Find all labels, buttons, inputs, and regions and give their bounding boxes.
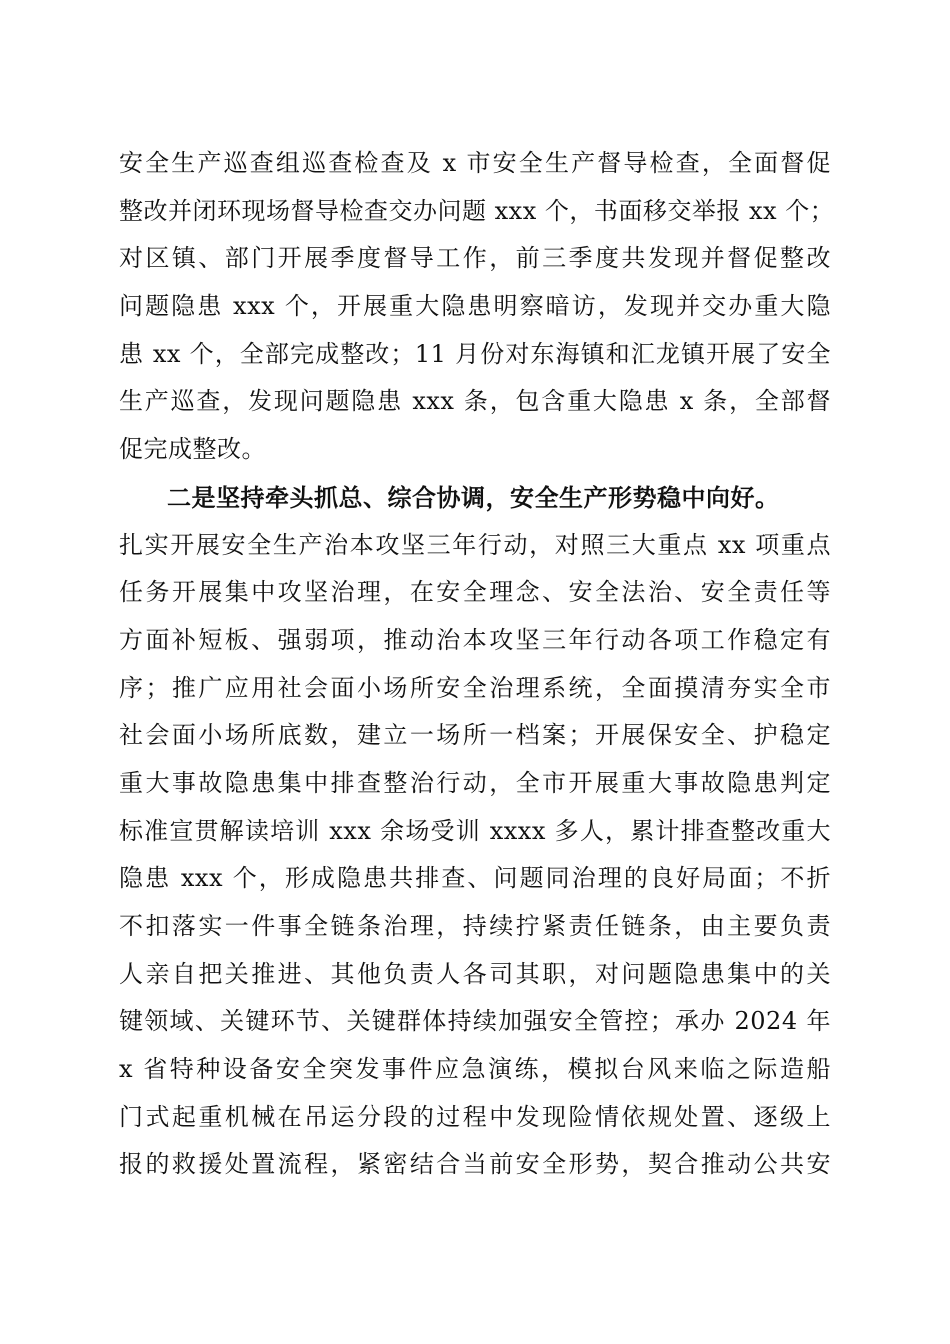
text-line: 人亲自把关推进、其他负责人各司其职，对问题隐患集中的关 <box>119 959 831 988</box>
body-text <box>119 140 835 1189</box>
text-line: 门式起重机械在吊运分段的过程中发现险情依规处置、逐级上 <box>119 1102 831 1131</box>
text-line: 生产巡查，发现问题隐患 xxx 条，包含重大隐患 x 条，全部督 <box>119 387 831 416</box>
text-line: 报的救援处置流程，紧密结合当前安全形势，契合推动公共安 <box>119 1150 831 1179</box>
text-line: 患 xx 个，全部完成整改；11 月份对东海镇和汇龙镇开展了安全 <box>119 339 831 368</box>
text-line: 社会面小场所底数，建立一场所一档案；开展保安全、护稳定 <box>119 721 831 750</box>
text-line: 促完成整改。 <box>119 435 266 464</box>
text-line: 整改并闭环现场督导检查交办问题 xxx 个，书面移交举报 xx 个； <box>119 196 835 225</box>
text-line: 安全生产巡查组巡查检查及 x 市安全生产督导检查，全面督促 <box>119 149 831 177</box>
text-line: 重大事故隐患集中排查整治行动，全市开展重大事故隐患判定 <box>119 768 831 797</box>
text-line: 标准宣贯解读培训 xxx 余场受训 xxxx 多人，累计排查整改重大 <box>119 816 831 845</box>
text-line: 扎实开展安全生产治本攻坚三年行动，对照三大重点 xx 项重点 <box>119 530 831 559</box>
section-heading: 二是坚持牵头抓总、综合协调，安全生产形势稳中向好。 <box>167 482 780 512</box>
text-line: 问题隐患 xxx 个，开展重大隐患明察暗访，发现并交办重大隐 <box>119 292 831 321</box>
text-line: 序；推广应用社会面小场所安全治理系统，全面摸清夯实全市 <box>119 673 831 702</box>
text-line: x 省特种设备安全突发事件应急演练，模拟台风来临之际造船 <box>119 1055 831 1084</box>
text-line: 不扣落实一件事全链条治理，持续拧紧责任链条，由主要负责 <box>119 912 831 940</box>
text-line: 隐患 xxx 个，形成隐患共排查、问题同治理的良好局面；不折 <box>119 864 831 893</box>
text-line: 方面补短板、强弱项，推动治本攻坚三年行动各项工作稳定有 <box>119 625 831 654</box>
text-line: 键领域、关键环节、关键群体持续加强安全管控；承办 2024 年 <box>119 1007 831 1036</box>
text-line: 任务开展集中攻坚治理，在安全理念、安全法治、安全责任等 <box>119 578 831 607</box>
text-line: 对区镇、部门开展季度督导工作，前三季度共发现并督促整改 <box>119 244 831 273</box>
